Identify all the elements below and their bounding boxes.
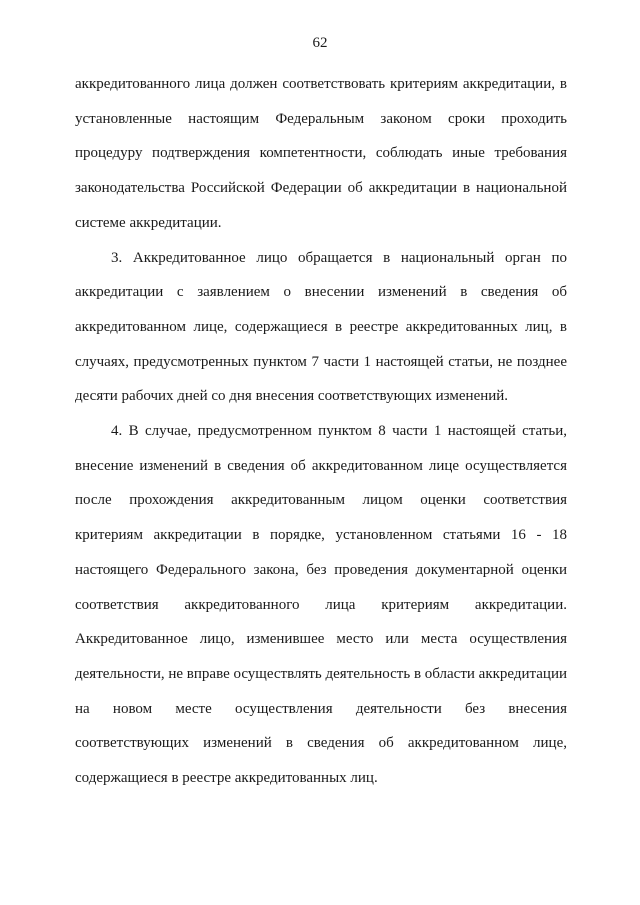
paragraph-continuation: аккредитованного лица должен соответствовать критериям аккредитации, в установленные настоящим Федеральным законом сроки проходить процедуру подтверждения компетентности, соблюдать иные требования законодательства Российской Федерации об аккредитации в национальной системе аккредитации. bbox=[75, 76, 567, 231]
paragraph-item-4: 4. В случае, предусмотренном пунктом 8 части 1 настоящей статьи, внесение изменений в сведения об аккредитованном лице осуществляется после прохождения аккредитованным лицом оценки соответствия критериям аккредитации в порядке, установленном статьями 16 - 18 настоящего Федерального закона, без проведения документарной оценки соответствия аккредитованного лица критериям аккредитации. Аккредитованное лицо, изменившее место или места осуществления деятельности, не вправе осуществлять деятельность в области аккредитации на новом месте осуществления деятельности без внесения соответствующих изменений в сведения об аккредитованном лице, содержащиеся в реестре аккредитованных лиц. bbox=[75, 423, 568, 787]
paragraph-item-3: 3. Аккредитованное лицо обращается в национальный орган по аккредитации с заявлением о внесении изменений в сведения об аккредитованном лице, содержащиеся в реестре аккредитованных лиц, в случаях, предусмотренных пунктом 7 части 1 настоящей статьи, не позднее десяти рабочих дней со дня внесения соответствующих изменений. bbox=[75, 249, 567, 405]
page-number: 62 bbox=[312, 35, 328, 51]
document-body bbox=[75, 67, 567, 796]
